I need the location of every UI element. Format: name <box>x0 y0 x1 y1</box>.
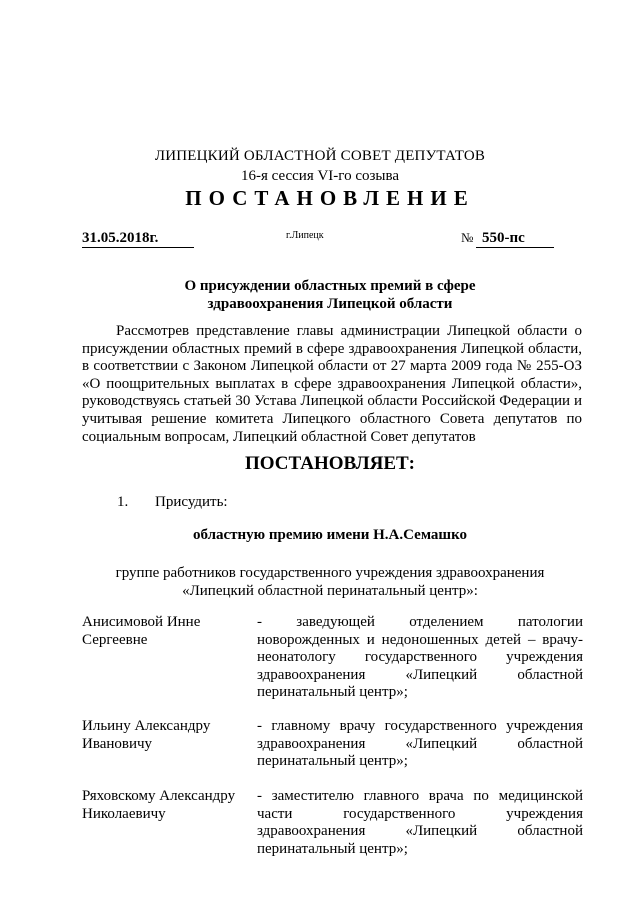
document-date: 31.05.2018г. <box>82 230 194 248</box>
person-description: - заведующей отделением патологии новорожденных и недоношенных детей – врачу- неонатологу государственного учреждения здравоохранения «Липецкий областной перинатальный центр»; <box>257 614 583 700</box>
resolves-heading: ПОСТАНОВЛЯЕТ: <box>244 453 416 474</box>
preamble-line: Рассмотрев представление главы администрации Липецкой области о <box>116 323 582 339</box>
session-info: 16-я сессия VI-го созыва <box>240 168 400 184</box>
number-sign: № <box>461 230 474 245</box>
person-name: Ряховскому Александру Николаевичу <box>82 788 236 822</box>
preamble-line: «О поощрительных выплатах в сфере здравоохранения Липецкой области», <box>82 375 582 392</box>
subject-line: здравоохранения Липецкой области <box>207 296 453 312</box>
preamble-paragraph <box>82 323 582 446</box>
prize-title: областную премию имени Н.А.Семашко <box>192 527 468 543</box>
person-name: Анисимовой Инне Сергеевне <box>82 614 201 648</box>
preamble-line: присуждении областных премий в сфере здравоохранения Липецкой области, <box>82 340 582 357</box>
document-number: 550-пс <box>476 230 554 248</box>
person-name: Ильину Александру Ивановичу <box>82 718 211 752</box>
person-description: - главному врачу государственного учреждения здравоохранения «Липецкий областной перинатальный центр»; <box>257 718 583 769</box>
document-subject <box>0 277 640 313</box>
document-type-title: ПОСТАНОВЛЕНИЕ <box>185 186 475 210</box>
preamble-line: социальным вопросам, Липецкий областной Совет депутатов <box>82 428 476 445</box>
group-line: группе работников государственного учреждения здравоохранения <box>115 565 545 581</box>
document-city: г.Липецк <box>286 230 324 241</box>
council-name: ЛИПЕЦКИЙ ОБЛАСТНОЙ СОВЕТ ДЕПУТАТОВ <box>154 148 486 164</box>
preamble-line: учитывая решение комитета Липецкого областного Совета депутатов по <box>82 410 582 427</box>
item-number: 1. <box>117 494 129 510</box>
group-line: «Липецкий областной перинатальный центр»: <box>182 582 478 599</box>
preamble-line: руководствуясь статьей 30 Устава Липецкой области Российской Федерации и <box>82 393 582 410</box>
person-description: - заместителю главного врача по медицинской части государственного учреждения здравоохранения «Липецкий областной перинатальный центр»; <box>257 788 583 857</box>
recipient-group <box>0 565 640 600</box>
item-text: Присудить: <box>155 494 228 510</box>
subject-line: О присуждении областных премий в сфере <box>184 278 476 294</box>
preamble-line: в соответствии с Законом Липецкой области от 27 марта 2009 года № 255-ОЗ <box>82 358 582 375</box>
